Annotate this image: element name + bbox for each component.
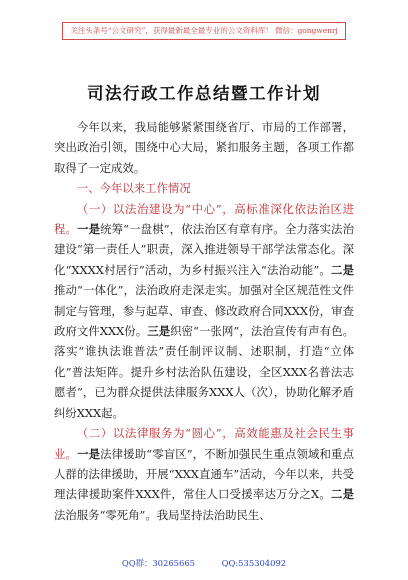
section-heading-1: 一、今年以来工作情况 [76,181,191,196]
point-label: 二是 [331,262,354,277]
point-label: 二是 [330,487,354,502]
point-text: 统筹“一盘棋”，依法治区有章有序。全力落实法治建设“第一责任人”职责，深入推进领导干部学法常态化。深化“XXXX村居行”活动，为乡村振兴注入“法治动能”。 [54,222,354,277]
point-text: 法治服务“零死角”。我局坚持法治助民生、 [54,507,271,522]
point-label: 一是 [77,446,101,461]
point-label: 三是 [147,324,171,339]
document-body [54,117,354,525]
top-banner: 关注头条号“公文研究”，获得最新最全最专业的公文资料库！ 微信：gongwenrj [62,22,346,40]
point-text: 法律援助“零盲区”，不断加强民生重点领域和重点人群的法律援助，开展“XXX直通车”活动，今年以来，共受理法律援助案件XXX件，常住人口受援率达万分之X。 [54,446,354,502]
document-title: 司法行政工作总结暨工作计划 [87,84,321,103]
subsection-2-paragraph [54,423,354,525]
intro-paragraph: 今年以来，我局能够紧紧围绕省厅、市局的工作部署，突出政治引领，围绕中心大局，紧扣服务主题，各项工作都取得了一定成效。 [54,120,354,175]
subsection-1-heading: （一）以法治建设为“中心”，高标准深化依法治区进程。 [54,201,354,237]
subsection-2-heading: （二）以法律服务为“圆心”，高效能惠及社会民生事业。 [54,426,354,461]
point-label: 一是 [77,222,101,237]
point-text: 推动“一体化”，法治政府走深走实。加强对全区规范性文件制定与管理，参与起草、审查、修改政府合同XXX份，审查政府文件XXX份。 [54,283,354,339]
subsection-1-paragraph [54,199,354,423]
point-text: 织密“一张网”，法治宣传有声有色。落实“谁执法谁普法”责任制评议制、述职制，打造“立体化”普法矩阵。提升乡村法治队伍建设，全区XXX名普法志愿者”，已为群众提供法律服务XXX人（次），协助化解矛盾纠纷XXX起。 [54,324,355,420]
footer-contact: QQ群：30265665 QQ:535304092 [121,558,287,568]
